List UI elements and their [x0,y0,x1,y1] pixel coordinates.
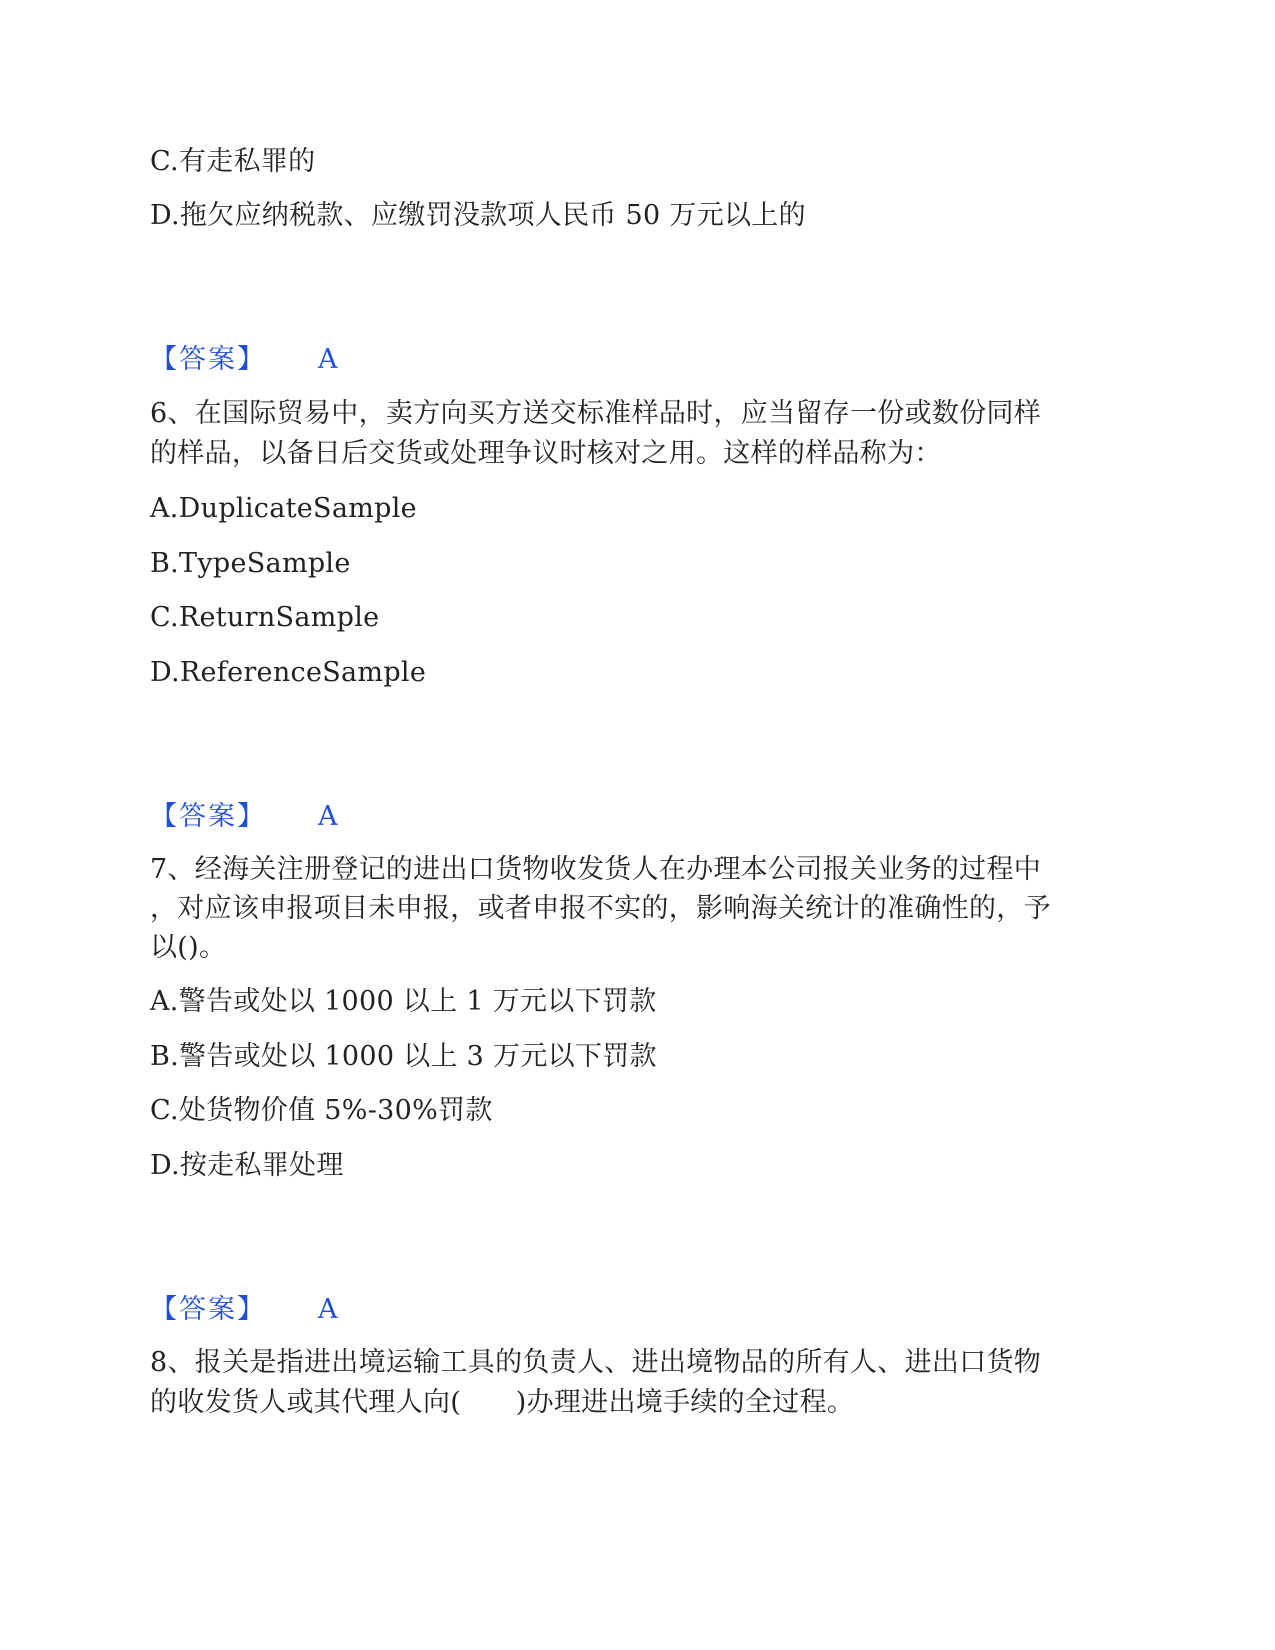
q6-option-c: C.ReturnSample [150,602,380,633]
q7-stem-line-2: ，对应该申报项目未申报，或者申报不实的，影响海关统计的准确性的，予 [150,893,1051,924]
answer-value: A [318,1294,338,1325]
q6-stem-line-2: 的样品，以备日后交货或处理争议时核对之用。这样的样品称为： [150,438,942,469]
q7-stem-line-3: 以()。 [150,932,227,963]
answer-label: 【答案】 [150,1294,266,1325]
q6-stem-line-1: 6、在国际贸易中，卖方向买方送交标准样品时，应当留存一份或数份同样 [150,398,1042,429]
q5-option-d: D.拖欠应纳税款、应缴罚没款项人民币 50 万元以上的 [150,200,806,231]
q6-option-b: B.TypeSample [150,548,351,579]
q8-stem-line-2: 的收发货人或其代理人向( )办理进出境手续的全过程。 [150,1387,855,1418]
answer-value: A [318,801,338,832]
q6-answer-row [150,800,338,834]
q7-option-d: D.按走私罪处理 [150,1150,344,1181]
q7-option-a: A.警告或处以 1000 以上 1 万元以下罚款 [150,986,657,1017]
q7-stem-line-1: 7、经海关注册登记的进出口货物收发货人在办理本公司报关业务的过程中 [150,854,1042,885]
q5-answer-row [150,343,338,377]
q6-option-a: A.DuplicateSample [150,493,417,524]
q7-answer-row [150,1293,338,1327]
answer-label: 【答案】 [150,344,266,375]
q5-option-c: C.有走私罪的 [150,146,316,177]
q7-option-c: C.处货物价值 5%-30%罚款 [150,1095,493,1126]
q6-option-d: D.ReferenceSample [150,657,427,688]
answer-label: 【答案】 [150,801,266,832]
q7-option-b: B.警告或处以 1000 以上 3 万元以下罚款 [150,1041,657,1072]
answer-value: A [318,344,338,375]
q8-stem-line-1: 8、报关是指进出境运输工具的负责人、进出境物品的所有人、进出口货物 [150,1347,1042,1378]
